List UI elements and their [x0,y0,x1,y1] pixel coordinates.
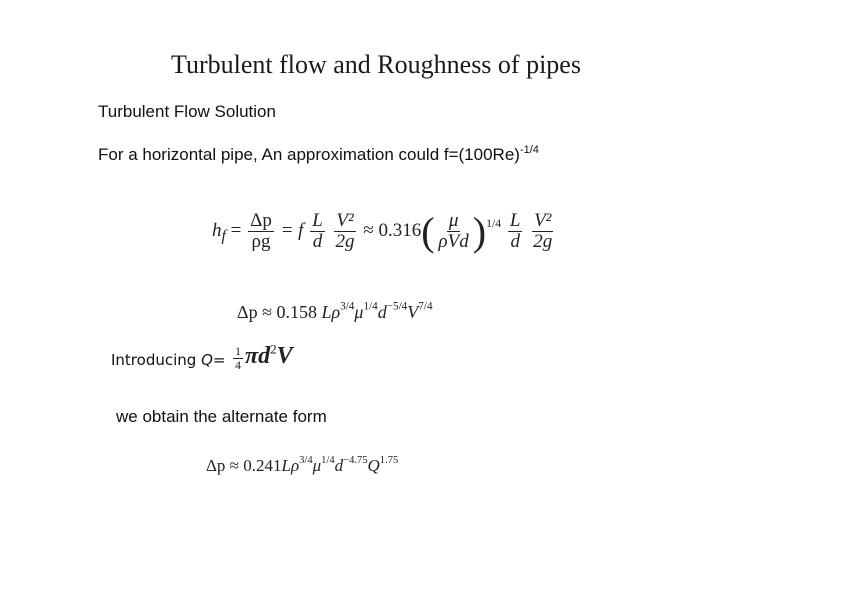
hf-symbol: h [212,219,222,241]
approximation-label: For a horizontal pipe, An approximation could f=(100Re) [98,145,520,164]
dp-over-rhog-fraction: $\frac{\Delta p}{\rho g}$ [250,210,272,252]
alternate-form-text: we obtain the alternate form [116,407,327,426]
hf-subscript: f [221,227,226,245]
l-over-d-fraction: $\frac{L}{d}$ [312,210,323,252]
mu-over-rhovd-fraction: $\frac{\mu}{\text{ρVd}}$ [438,210,469,252]
slide-title: Turbulent flow and Roughness of pipes [171,50,581,79]
friction-factor-symbol: = f [280,219,304,241]
v2-over-2g-fraction: $\frac{\text{V²}}{2g}$ [335,210,355,252]
pressure-drop-equation: Δp ≈ 0.158 $L\rho^{3/4}\mu^{1/4}d^{-5/4}V^{7/4}$ [237,300,433,322]
approx-coefficient: ≈ 0.316 [363,219,422,241]
introducing-q-text: Introducing Q= [111,351,226,369]
section-heading: Turbulent Flow Solution [98,102,276,121]
equals-sign: = [230,219,242,241]
one-quarter-fraction: $\frac{1}{4}$ [235,344,241,372]
approximation-text [98,145,539,165]
alternate-form-equation: $\Delta p \approx 0.241L\rho^{3/4}\mu^{1/4}d^{-4.75}Q^{1.75}$ [206,455,399,475]
approximation-exponent: -1/4 [519,144,539,156]
right-paren: ) [472,209,487,254]
v2-over-2g-fraction-2: $\frac{\text{V²}}{2g}$ [533,210,553,252]
flow-rate-equation: $\frac{1}{4}$ $\pi d^2V$ [235,341,293,372]
left-paren: ( [421,209,435,254]
l-over-d-fraction-2: $\frac{L}{d}$ [509,210,521,252]
paren-exponent: 1/4 [486,217,502,231]
head-loss-equation [212,208,556,255]
